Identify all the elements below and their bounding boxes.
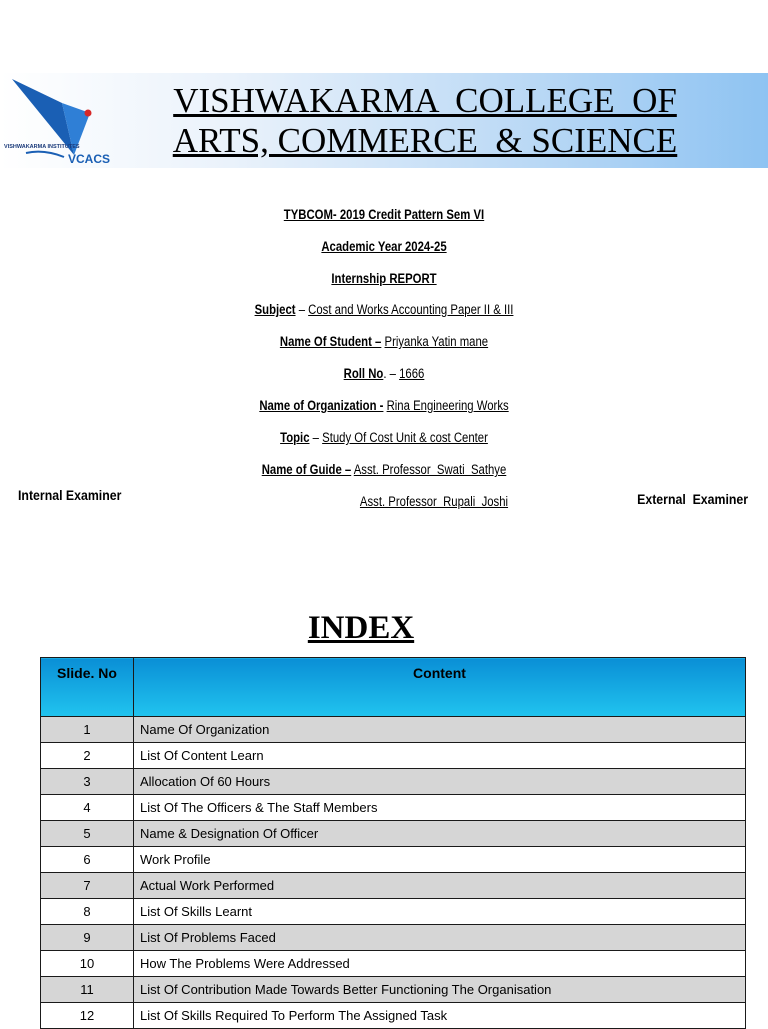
table-row xyxy=(41,743,746,769)
slide-content: Name Of Organization xyxy=(134,717,746,743)
college-title-line2: ARTS, COMMERCE & SCIENCE xyxy=(172,121,678,160)
roll-separator: . – xyxy=(383,366,400,381)
subject-separator: – xyxy=(295,302,309,317)
academic-year-line xyxy=(179,238,589,256)
internal-examiner: Internal Examiner xyxy=(18,487,122,503)
organization-line xyxy=(179,397,589,415)
topic-label: Topic xyxy=(280,430,310,445)
topic-separator: – xyxy=(309,430,323,445)
slide-no: 7 xyxy=(41,873,134,899)
slide-content: Allocation Of 60 Hours xyxy=(134,769,746,795)
header-content: Content xyxy=(134,658,746,717)
college-title xyxy=(130,81,720,161)
slide-no: 6 xyxy=(41,847,134,873)
roll-label: Roll No xyxy=(343,366,384,381)
slide-content: List Of Skills Required To Perform The Assigned Task xyxy=(134,1003,746,1029)
header-slide-no: Slide. No xyxy=(41,658,134,717)
student-line xyxy=(179,333,589,351)
table-row xyxy=(41,717,746,743)
table-row xyxy=(41,925,746,951)
slide-no: 4 xyxy=(41,795,134,821)
logo-small-text: VISHWAKARMA INSTITUTES xyxy=(4,144,80,150)
logo-text: VCACS xyxy=(68,152,111,166)
slide-content: Name & Designation Of Officer xyxy=(134,821,746,847)
table-row xyxy=(41,951,746,977)
report-line xyxy=(179,270,589,288)
index-table xyxy=(40,657,746,1029)
table-row xyxy=(41,769,746,795)
guide-value-2: Asst. Professor Rupali Joshi xyxy=(359,494,509,509)
slide-content: List Of The Officers & The Staff Members xyxy=(134,795,746,821)
slide-no: 10 xyxy=(41,951,134,977)
report-text: Internship REPORT xyxy=(331,271,437,286)
course-text: TYBCOM- 2019 Credit Pattern Sem VI xyxy=(283,207,485,222)
roll-line xyxy=(179,365,589,383)
course-line xyxy=(179,206,589,224)
slide-content: Actual Work Performed xyxy=(134,873,746,899)
table-row xyxy=(41,1003,746,1029)
student-value: Priyanka Yatin mane xyxy=(384,334,489,349)
slide-content: Work Profile xyxy=(134,847,746,873)
academic-year-text: Academic Year 2024-25 xyxy=(321,239,447,254)
organization-value: Rina Engineering Works xyxy=(386,398,509,413)
subject-label: Subject xyxy=(254,302,296,317)
guide-line-2 xyxy=(229,493,639,511)
table-row xyxy=(41,821,746,847)
subject-value: Cost and Works Accounting Paper II & III xyxy=(308,302,514,317)
topic-value: Study Of Cost Unit & cost Center xyxy=(322,430,488,445)
index-title: INDEX xyxy=(307,610,415,646)
guide-line xyxy=(179,461,589,479)
table-row xyxy=(41,795,746,821)
organization-label: Name of Organization - xyxy=(259,398,384,413)
slide-content: List Of Content Learn xyxy=(134,743,746,769)
slide-no: 8 xyxy=(41,899,134,925)
student-label: Name Of Student – xyxy=(279,334,382,349)
slide-content: List Of Skills Learnt xyxy=(134,899,746,925)
index-table-header xyxy=(41,658,746,717)
slide-no: 5 xyxy=(41,821,134,847)
guide-label: Name of Guide – xyxy=(261,462,352,477)
roll-value: 1666 xyxy=(399,366,425,381)
slide-content: List Of Contribution Made Towards Better Functioning The Organisation xyxy=(134,977,746,1003)
table-row xyxy=(41,873,746,899)
slide-no: 12 xyxy=(41,1003,134,1029)
table-row xyxy=(41,977,746,1003)
slide-no: 3 xyxy=(41,769,134,795)
table-row xyxy=(41,899,746,925)
topic-line xyxy=(179,429,589,447)
college-logo xyxy=(4,73,122,168)
slide-no: 2 xyxy=(41,743,134,769)
slide-no: 9 xyxy=(41,925,134,951)
subject-line xyxy=(179,301,589,319)
external-examiner: External Examiner xyxy=(637,491,748,507)
slide-no: 1 xyxy=(41,717,134,743)
guide-value-1: Asst. Professor Swati Sathye xyxy=(353,462,507,477)
college-banner xyxy=(0,73,768,168)
slide-content: List Of Problems Faced xyxy=(134,925,746,951)
slide-no: 11 xyxy=(41,977,134,1003)
table-row xyxy=(41,847,746,873)
vcacs-logo-icon xyxy=(4,73,122,168)
slide-content: How The Problems Were Addressed xyxy=(134,951,746,977)
college-title-line1: VISHWAKARMA COLLEGE OF xyxy=(173,81,677,120)
